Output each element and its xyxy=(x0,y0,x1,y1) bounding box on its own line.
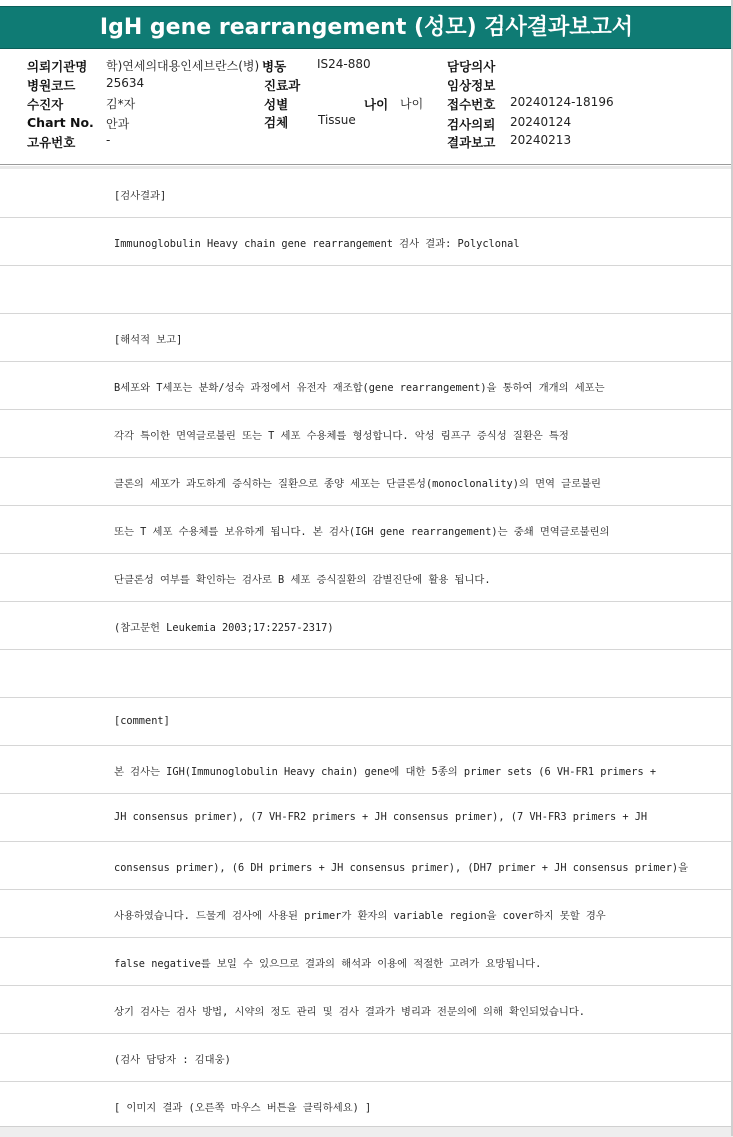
id-value: - xyxy=(106,133,111,147)
report-line xyxy=(0,602,733,650)
reference-text: (참고문헌 Leukemia 2003;17:2257-2317) xyxy=(114,622,334,634)
report-line xyxy=(0,266,733,314)
comment-text: consensus primer), (6 DH primers + JH consensus primer), (DH7 primer + JH consensus primer)을 xyxy=(114,862,689,874)
request-value: 20240124 xyxy=(510,115,572,129)
report-line xyxy=(0,1082,733,1129)
report-line xyxy=(0,698,733,746)
interpretation-text: 단클론성 여부를 확인하는 검사로 B 세포 증식질환의 감별진단에 활용 됩니다. xyxy=(114,574,491,586)
hospital-code-value: 25634 xyxy=(106,76,145,90)
report-line xyxy=(0,650,733,698)
report-line xyxy=(0,1034,733,1082)
report-line xyxy=(0,794,733,842)
report-line xyxy=(0,170,733,218)
specimen-label: 검체 xyxy=(264,115,289,130)
interpretation-text: 또는 T 세포 수용체를 보유하게 됩니다. 본 검사(IGH gene rearrangement)는 중쇄 면역글로불린의 xyxy=(114,526,610,538)
patient-value: 김*자 xyxy=(106,97,136,111)
report-body xyxy=(0,170,733,1129)
chart-value: 안과 xyxy=(106,117,130,131)
report-line xyxy=(0,410,733,458)
report-line xyxy=(0,938,733,986)
receipt-value: 20240124-18196 xyxy=(510,95,614,109)
interpretation-text: 클론의 세포가 과도하게 증식하는 질환으로 종양 세포는 단클론성(monoclonality)의 면역 글로불린 xyxy=(114,478,601,490)
patient-info-header xyxy=(0,50,733,164)
comment-text: 본 검사는 IGH(Immunoglobulin Heavy chain) gene에 대한 5종의 primer sets (6 VH-FR1 primers + xyxy=(114,766,657,778)
comment-text: false negative를 보일 수 있으므로 결과의 해석과 이용에 적절한 고려가 요망됩니다. xyxy=(114,958,542,970)
bottom-scroll-area xyxy=(0,1126,733,1137)
report-line xyxy=(0,314,733,362)
header-divider xyxy=(0,164,733,165)
section-heading-interpretation: [해석적 보고] xyxy=(114,334,183,346)
report-line xyxy=(0,842,733,890)
report-line xyxy=(0,986,733,1034)
patient-label: 수진자 xyxy=(27,97,64,112)
report-line xyxy=(0,746,733,794)
doctor-label: 담당의사 xyxy=(447,59,496,74)
report-title: IgH gene rearrangement (성모) 검사결과보고서 xyxy=(0,6,733,49)
comment-text: 사용하였습니다. 드물게 검사에 사용된 primer가 환자의 variable region을 cover하지 못할 경우 xyxy=(114,910,606,922)
request-label: 검사의뢰 xyxy=(447,117,496,132)
hospital-code-label: 병원코드 xyxy=(27,78,76,93)
report-line xyxy=(0,554,733,602)
clinical-label: 임상정보 xyxy=(447,78,496,93)
sex-label: 성별 xyxy=(264,97,289,112)
result-text: Immunoglobulin Heavy chain gene rearrangement 검사 결과: Polyclonal xyxy=(114,238,520,250)
verification-text: 상기 검사는 검사 방법, 시약의 정도 관리 및 검사 결과가 병리과 전문의에 의해 확인되었습니다. xyxy=(114,1006,585,1018)
report-line xyxy=(0,218,733,266)
comment-text: JH consensus primer), (7 VH-FR2 primers + JH consensus primer), (7 VH-FR3 primers + JH xyxy=(114,811,648,823)
interpretation-text: B세포와 T세포는 분화/성숙 과정에서 유전자 재조합(gene rearrangement)을 통하여 개개의 세포는 xyxy=(114,382,605,394)
age-value: 나이 xyxy=(400,97,424,111)
ward-value: IS24-880 xyxy=(317,57,371,71)
report-line xyxy=(0,362,733,410)
technician-text: (검사 담당자 : 김대웅) xyxy=(114,1054,231,1066)
section-heading-comment: [comment] xyxy=(114,715,170,727)
report-date-label: 결과보고 xyxy=(447,135,496,150)
header-divider-shadow xyxy=(0,166,733,169)
image-result-link[interactable]: [ 이미지 결과 (오른쪽 마우스 버튼을 클릭하세요) ] xyxy=(114,1102,372,1114)
report-line xyxy=(0,890,733,938)
chart-label: Chart No. xyxy=(27,115,94,130)
report-line xyxy=(0,458,733,506)
interpretation-text: 각각 특이한 면역글로불린 또는 T 세포 수용체를 형성합니다. 악성 림프구 증식성 질환은 특정 xyxy=(114,430,569,442)
age-label: 나이 xyxy=(364,97,389,112)
dept-label: 진료과 xyxy=(264,78,301,93)
institution-value: 학)연세의대용인세브란스(병) xyxy=(106,59,260,73)
institution-label: 의뢰기관명 xyxy=(27,59,88,74)
ward-label: 병동 xyxy=(262,59,287,74)
report-date-value: 20240213 xyxy=(510,133,572,147)
section-heading-result: [검사결과] xyxy=(114,190,167,202)
report-line xyxy=(0,506,733,554)
specimen-value: Tissue xyxy=(318,113,356,127)
receipt-label: 접수번호 xyxy=(447,97,496,112)
id-label: 고유번호 xyxy=(27,135,76,150)
